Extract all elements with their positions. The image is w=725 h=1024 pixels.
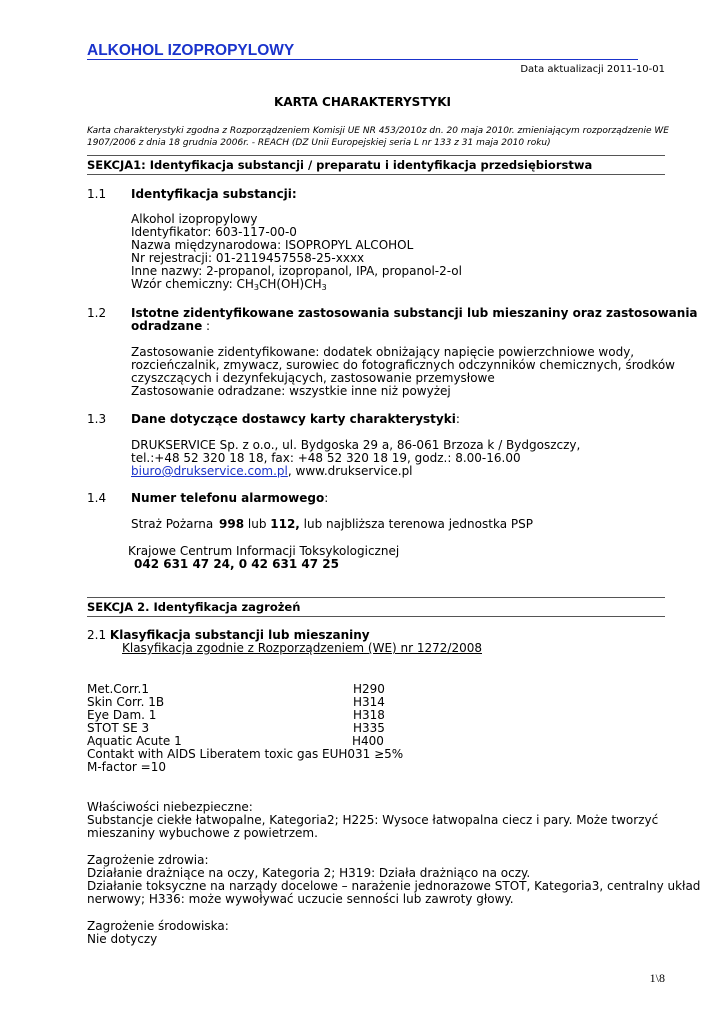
hazards-line1: Substancje ciekłe łatwopalne, Kategoria2; H225: Wysoce łatwopalna ciecz i pary. Może tworzyć — [87, 813, 659, 827]
doc-heading: KARTA CHARAKTERYSTYKI — [274, 95, 451, 109]
s11-line5: Inne nazwy: 2-propanol, izopropanol, IPA, propanol-2-ol — [131, 264, 462, 278]
s21-num: 2.1 — [87, 628, 107, 642]
section2-bottom-rule — [87, 616, 665, 617]
s14-center-phones: 042 631 47 24, 0 42 631 47 25 — [134, 557, 339, 571]
formula-sub2: 3 — [321, 283, 327, 292]
s11-line4: Nr rejestracji: 01-2119457558-25-xxxx — [131, 251, 365, 265]
fire-or: lub — [244, 517, 271, 531]
fire-num2: 112, — [270, 517, 300, 531]
s13-line2: tel.:+48 52 320 18 18, fax: +48 52 320 18 19, godz.: 8.00-16.00 — [131, 451, 521, 465]
section1-bottom-rule — [87, 174, 665, 175]
classification-label: Met.Corr.1 — [87, 682, 149, 696]
s12-title-odradzane: odradzane — [131, 319, 203, 333]
website: , www.drukservice.pl — [287, 464, 413, 478]
s14-num: 1.4 — [87, 491, 107, 505]
s11-title: Identyfikacja substancji: — [131, 187, 297, 201]
classification-code: H335 — [353, 721, 385, 735]
classification-label: Skin Corr. 1B — [87, 695, 165, 709]
formula-sub1: 3 — [253, 283, 259, 292]
s13-line1: DRUKSERVICE Sp. z o.o., ul. Bydgoska 29 a, 86-061 Brzoza k / Bydgoszczy, — [131, 438, 581, 452]
legal-note-line2: 1907/2006 z dnia 18 grudnia 2006r. - REACH (DZ Unii Europejskiej seria L nr 133 z 31 maja 2010 roku) — [87, 138, 551, 148]
s14-center: Krajowe Centrum Informacji Toksykologicznej — [128, 544, 400, 558]
s12-title-suffix: : — [202, 319, 211, 333]
s14-fire-line — [219, 518, 533, 531]
s12-num: 1.2 — [87, 306, 107, 320]
s14-title: Numer telefonu alarmowego — [131, 491, 325, 505]
s13-title-wrap — [131, 413, 460, 426]
contakt-line: Contakt with AIDS Liberatem toxic gas EUH031 ≥5% — [87, 747, 404, 761]
section1-title: SEKCJA1: Identyfikacja substancji / preparatu i identyfikacja przedsiębiorstwa — [87, 158, 593, 172]
page-number: 1\8 — [649, 971, 665, 985]
s13-title-suffix: : — [455, 412, 460, 426]
hazards-line2: mieszaniny wybuchowe z powietrzem. — [87, 826, 318, 840]
s21-title: Klasyfikacja substancji lub mieszaniny — [109, 628, 370, 642]
s11-line2: Identyfikator: 603-117-00-0 — [131, 225, 297, 239]
env-value: Nie dotyczy — [87, 932, 158, 946]
email-link[interactable]: biuro@drukservice.com.pl — [131, 464, 288, 478]
update-date: Data aktualizacji 2011-10-01 — [520, 64, 665, 75]
section1-top-rule — [87, 155, 665, 156]
health-line1: Działanie drażniące na oczy, Kategoria 2; H319: Działa drażniąco na oczy. — [87, 866, 531, 880]
classification-label: STOT SE 3 — [87, 721, 150, 735]
s13-contact — [131, 465, 413, 478]
section2-top-rule — [87, 597, 665, 598]
s12-title-line1: Istotne zidentyfikowane zastosowania substancji lub mieszaniny oraz zastosowania — [131, 306, 698, 320]
formula-prefix: Wzór chemiczny: CH — [131, 277, 254, 291]
health-heading: Zagrożenie zdrowia: — [87, 853, 209, 867]
s11-formula — [131, 278, 327, 291]
health-line2: Działanie toksyczne na narządy docelowe – narażenie jednorazowe STOT, Kategoria3, centralny układ — [87, 879, 701, 893]
s12-line3: czyszczących i dezynfekujących, zastosowanie przemysłowe — [131, 371, 495, 385]
classification-code: H290 — [353, 682, 385, 696]
s12-line1: Zastosowanie zidentyfikowane: dodatek obniżający napięcie powierzchniowe wody, — [131, 345, 635, 359]
classification-label: Eye Dam. 1 — [87, 708, 157, 722]
hazards-heading: Właściwości niebezpieczne: — [87, 800, 253, 814]
classification-code: H314 — [353, 695, 385, 709]
s11-line3: Nazwa międzynarodowa: ISOPROPYL ALCOHOL — [131, 238, 414, 252]
classification-list — [87, 683, 383, 748]
fire-rest: lub najbliższa terenowa jednostka PSP — [299, 517, 533, 531]
classification-label: Aquatic Acute 1 — [87, 734, 182, 748]
health-line3: nerwowy; H336: może wywoływać uczucie senności lub zawroty głowy. — [87, 892, 514, 906]
classification-code: H400 — [352, 734, 384, 748]
s14-title-wrap — [131, 492, 328, 505]
formula-mid: CH(OH)CH — [258, 277, 322, 291]
s14-fire-label: Straż Pożarna — [131, 517, 214, 531]
s21-sub-text: Klasyfikacja zgodnie z Rozporządzeniem (WE) nr 1272/2008 — [122, 641, 482, 655]
s21-sub — [87, 642, 482, 655]
section2-title: SEKCJA 2. Identyfikacja zagrożeń — [87, 600, 301, 614]
m-factor: M-factor =10 — [87, 760, 166, 774]
fire-num1: 998 — [219, 517, 245, 531]
document-title: ALKOHOL IZOPROPYLOWY — [87, 42, 295, 59]
s14-title-suffix: : — [324, 491, 329, 505]
s12-line2: rozcieńczalnik, zmywacz, surowiec do fotograficznych odczynników chemicznych, środków — [131, 358, 675, 372]
title-underline — [87, 59, 638, 60]
legal-note-line1: Karta charakterystyki zgodna z Rozporządzeniem Komisji UE NR 453/2010z dn. 20 maja 2010r. zmieniającym rozporządzenie WE — [87, 126, 669, 136]
s11-num: 1.1 — [87, 187, 107, 201]
env-heading: Zagrożenie środowiska: — [87, 919, 229, 933]
s12-title-line2 — [131, 320, 210, 333]
s11-line1: Alkohol izopropylowy — [131, 212, 258, 226]
s12-line4: Zastosowanie odradzane: wszystkie inne niż powyżej — [131, 384, 451, 398]
s13-num: 1.3 — [87, 412, 107, 426]
s13-title: Dane dotyczące dostawcy karty charakterystyki — [131, 412, 456, 426]
classification-code: H318 — [353, 708, 385, 722]
legal-note — [87, 125, 677, 149]
